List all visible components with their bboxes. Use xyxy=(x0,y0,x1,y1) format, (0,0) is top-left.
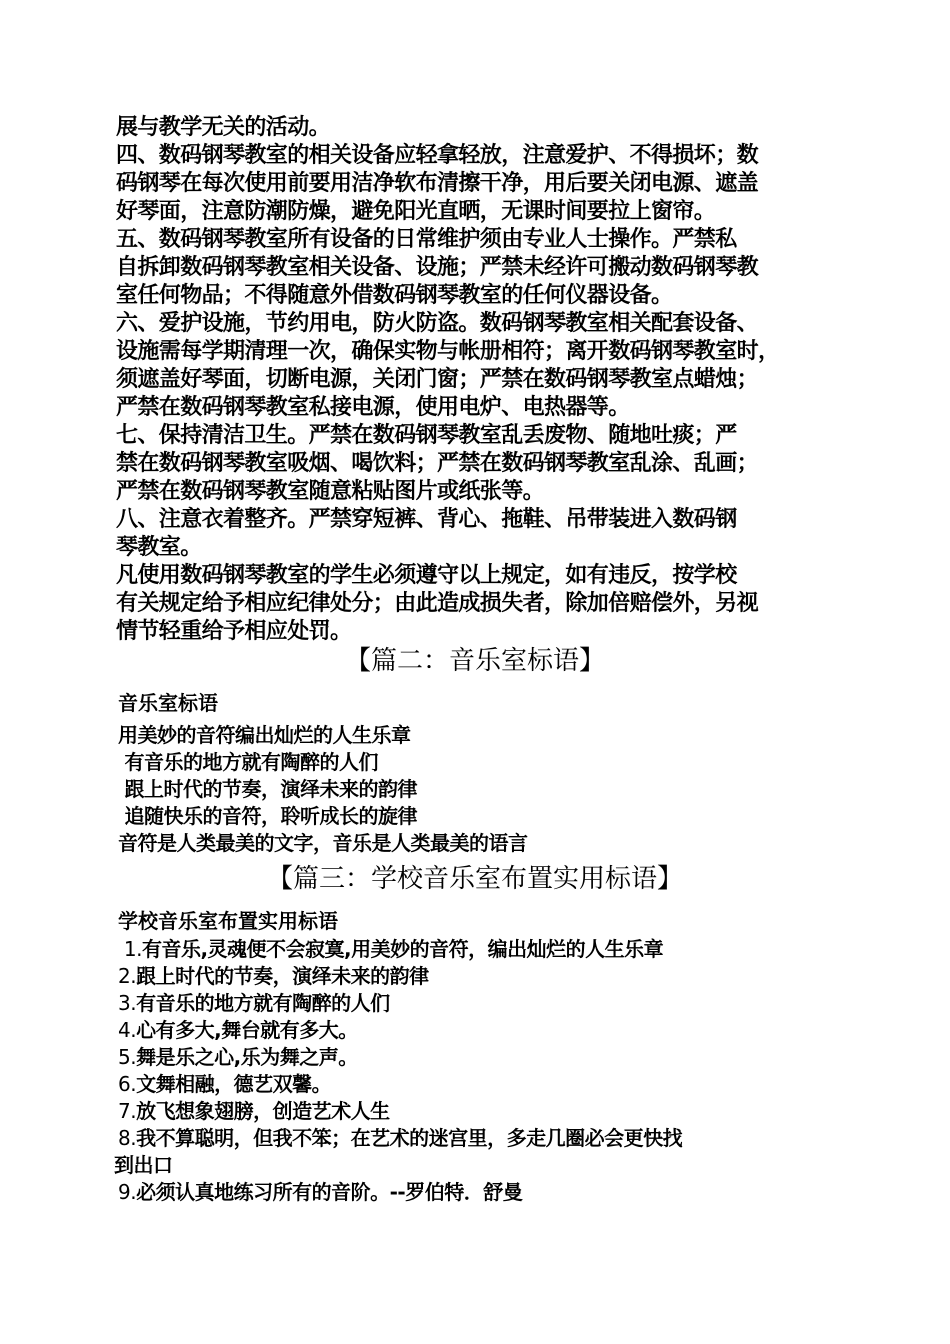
slogan-line: 有音乐的地方就有陶醉的人们 xyxy=(118,750,378,774)
list-item xyxy=(118,1179,858,1206)
rule-line: 五、数码钢琴教室所有设备的日常维护须由专业人士操作。严禁私 xyxy=(116,227,737,252)
item-text: 必须认真地练习所有的音阶。--罗伯特．舒曼 xyxy=(136,1180,523,1204)
item-text: 有音乐的地方就有陶醉的人们 xyxy=(136,991,390,1015)
rule-line: 四、数码钢琴教室的相关设备应轻拿轻放，注意爱护、不得损坏；数 xyxy=(116,143,759,168)
rule-line: 严禁在数码钢琴教室随意粘贴图片或纸张等。 xyxy=(116,479,545,504)
list-item xyxy=(118,1071,858,1098)
item-number: 9. xyxy=(118,1180,137,1204)
rule-line: 凡使用数码钢琴教室的学生必须遵守以上规定，如有违反，按学校 xyxy=(116,563,737,588)
part2-heading: 【篇二：音乐室标语】 xyxy=(344,646,605,676)
item-number: 3. xyxy=(118,991,137,1015)
item-text: 我不算聪明，但我不笨；在艺术的迷宫里，多走几圈必会更快找 xyxy=(136,1126,683,1150)
rule-line: 自拆卸数码钢琴教室相关设备、设施；严禁未经许可搬动数码钢琴教 xyxy=(116,255,759,280)
classroom-rules-text xyxy=(116,114,856,646)
slogan-line: 音符是人类最美的文字，音乐是人类最美的语言 xyxy=(118,831,528,855)
list-item xyxy=(118,1098,858,1125)
item-number: 8. xyxy=(118,1126,137,1150)
part2-title: 音乐室标语 xyxy=(118,691,218,715)
list-item xyxy=(118,1017,858,1044)
item-number: 4. xyxy=(118,1018,137,1042)
rule-line: 设施需每学期清理一次，确保实物与帐册相符；离开数码钢琴教室时， xyxy=(116,339,780,364)
rule-line: 展与教学无关的活动。 xyxy=(116,115,331,140)
list-item xyxy=(118,936,858,963)
rule-line: 七、保持清洁卫生。严禁在数码钢琴教室乱丢废物、随地吐痰；严 xyxy=(116,423,737,448)
item-number: 2. xyxy=(118,964,137,988)
item-number: 5. xyxy=(118,1045,137,1069)
item-text: 放飞想象翅膀，创造艺术人生 xyxy=(136,1099,390,1123)
list-item xyxy=(118,990,858,1017)
item-number: 1. xyxy=(118,937,142,961)
item-text: 舞是乐之心,乐为舞之声。 xyxy=(136,1045,358,1069)
rule-line: 严禁在数码钢琴教室私接电源，使用电炉、电热器等。 xyxy=(116,395,630,420)
part3-title: 学校音乐室布置实用标语 xyxy=(118,909,338,933)
item-text: 文舞相融，德艺双馨。 xyxy=(136,1072,332,1096)
item-text: 跟上时代的节奏，演绎未来的韵律 xyxy=(136,964,429,988)
slogan-line: 追随快乐的音符，聆听成长的旋律 xyxy=(118,804,417,828)
part3-heading: 【篇三：学校音乐室布置实用标语】 xyxy=(266,864,683,894)
rule-line: 六、爱护设施，节约用电，防火防盗。数码钢琴教室相关配套设备、 xyxy=(116,311,759,336)
list-item xyxy=(118,1044,858,1071)
list-item xyxy=(118,1125,858,1152)
rule-line: 室任何物品；不得随意外借数码钢琴教室的任何仪器设备。 xyxy=(116,283,673,308)
rule-line: 码钢琴在每次使用前要用洁净软布清擦干净，用后要关闭电源、遮盖 xyxy=(116,171,759,196)
rule-line: 琴教室。 xyxy=(116,535,202,560)
list-item xyxy=(114,1152,858,1179)
item-text: 到出口 xyxy=(114,1153,173,1177)
rule-line: 禁在数码钢琴教室吸烟、喝饮料；严禁在数码钢琴教室乱涂、乱画； xyxy=(116,451,759,476)
slogan-line: 跟上时代的节奏，演绎未来的韵律 xyxy=(118,777,417,801)
part2-section xyxy=(118,690,858,857)
list-item xyxy=(118,963,858,990)
item-number: 7. xyxy=(118,1099,137,1123)
rule-line: 好琴面，注意防潮防燥，避免阳光直晒，无课时间要拉上窗帘。 xyxy=(116,199,716,224)
rule-line: 有关规定给予相应纪律处分；由此造成损失者，除加倍赔偿外，另视 xyxy=(116,591,759,616)
rule-line: 情节轻重给予相应处罚。 xyxy=(116,619,352,644)
rule-line: 须遮盖好琴面，切断电源，关闭门窗；严禁在数码钢琴教室点蜡烛； xyxy=(116,367,759,392)
slogan-line: 用美妙的音符编出灿烂的人生乐章 xyxy=(118,723,411,747)
item-text: 有音乐,灵魂便不会寂寞,用美妙的音符，编出灿烂的人生乐章 xyxy=(141,937,664,961)
part3-section xyxy=(114,908,858,1206)
item-number: 6. xyxy=(118,1072,137,1096)
rule-line: 八、注意衣着整齐。严禁穿短裤、背心、拖鞋、吊带装进入数码钢 xyxy=(116,507,737,532)
item-text: 心有多大,舞台就有多大。 xyxy=(136,1018,358,1042)
